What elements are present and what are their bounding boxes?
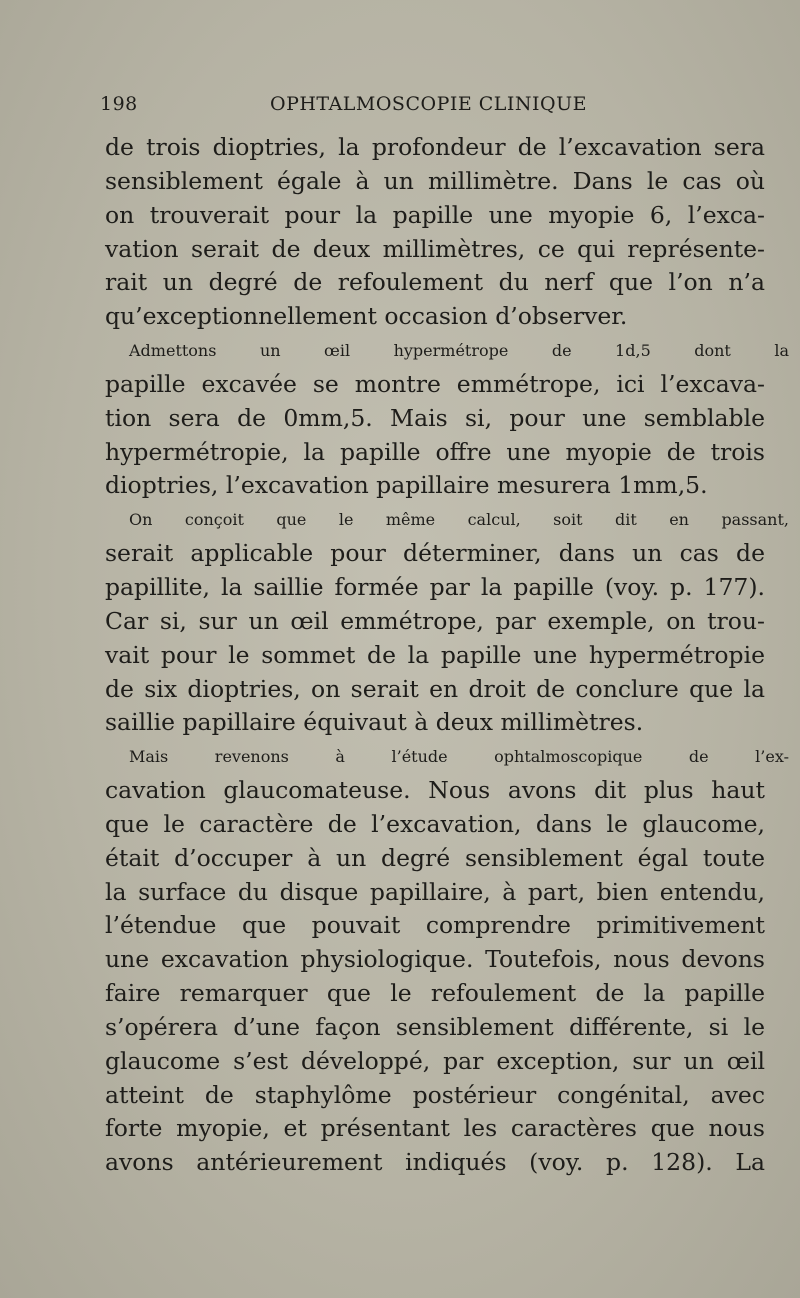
text-line: qu’exceptionnellement occasion d’observer. (105, 302, 628, 331)
text-line: atteint de staphylôme postérieur congénital, avec (105, 1080, 765, 1109)
text-line: s’opérera d’une façon sensiblement différente, si le (105, 1012, 765, 1041)
text-line: l’étendue que pouvait comprendre primitivement (105, 911, 765, 940)
running-head (100, 93, 740, 123)
text-line: Admettons un œil hypermétrope de 1d,5 dont la (129, 341, 789, 361)
text-line: forte myopie, et présentant les caractères que nous (105, 1114, 765, 1143)
text-line: vation serait de deux millimètres, ce qui représente- (105, 234, 765, 263)
text-line: serait applicable pour déterminer, dans un cas de (105, 539, 765, 568)
text-line: était d’occuper à un degré sensiblement égal toute (105, 843, 765, 872)
text-line: Mais revenons à l’étude ophtalmoscopique de l’ex- (129, 747, 789, 767)
running-title: OPHTALMOSCOPIE CLINIQUE (270, 93, 588, 115)
text-line: cavation glaucomateuse. Nous avons dit plus haut (105, 776, 765, 805)
text-line: papille excavée se montre emmétrope, ici l’excava- (105, 369, 765, 398)
text-line: que le caractère de l’excavation, dans le glaucome, (105, 809, 765, 838)
text-line: on trouverait pour la papille une myopie 6, l’exca- (105, 200, 765, 229)
text-line: rait un degré de refoulement du nerf que l’on n’a (105, 268, 765, 297)
text-line: Car si, sur un œil emmétrope, par exemple, on trou- (105, 606, 765, 635)
text-line: sensiblement égale à un millimètre. Dans le cas où (105, 166, 765, 195)
text-line: hypermétropie, la papille offre une myopie de trois (105, 437, 765, 466)
text-line: papillite, la saillie formée par la papille (voy. p. 177). (105, 572, 765, 601)
text-line: tion sera de 0mm,5. Mais si, pour une semblable (105, 403, 765, 432)
text-line: une excavation physiologique. Toutefois, nous devons (105, 945, 765, 974)
text-line: faire remarquer que le refoulement de la papille (105, 979, 765, 1008)
text-line: glaucome s’est développé, par exception, sur un œil (105, 1046, 765, 1075)
text-line: de six dioptries, on serait en droit de conclure que la (105, 674, 765, 703)
text-line: vait pour le sommet de la papille une hypermétropie (105, 640, 765, 669)
text-line: On conçoit que le même calcul, soit dit en passant, (129, 510, 789, 530)
text-line: avons antérieurement indiqués (voy. p. 128). La (105, 1148, 765, 1177)
text-line: saillie papillaire équivaut à deux millimètres. (105, 708, 644, 737)
text-line: la surface du disque papillaire, à part, bien entendu, (105, 877, 765, 906)
text-line: dioptries, l’excavation papillaire mesurera 1mm,5. (105, 471, 708, 500)
text-line: de trois dioptries, la profondeur de l’excavation sera (105, 133, 765, 161)
body-text (105, 131, 789, 1180)
page-number: 198 (100, 93, 138, 115)
